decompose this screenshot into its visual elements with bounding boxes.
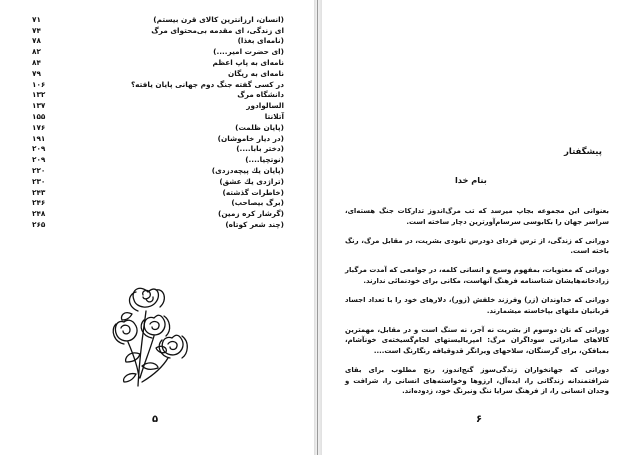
page-number-left: ۵ — [152, 414, 159, 425]
toc-entry — [32, 46, 284, 57]
toc-title: (نوتچیا....) — [245, 155, 284, 165]
toc-page-number: ۱۹۱ — [32, 133, 46, 143]
toc-page-number: ۲۶۵ — [32, 220, 46, 230]
toc-page-number: ۱۵۵ — [32, 112, 46, 122]
toc-entry — [32, 36, 284, 47]
toc-title: (چند شعر کوتاه) — [225, 220, 284, 230]
toc-title: (ای حضرت امیر....) — [213, 47, 284, 57]
toc-entry — [32, 25, 284, 36]
toc-entry — [32, 165, 284, 176]
toc-title: (گرشار کره زمین) — [217, 209, 284, 219]
toc-entry — [32, 14, 284, 25]
toc-title: (انسان، ارزانترین کالای قرن بیستم) — [153, 14, 284, 24]
paragraph: دورانی که زندگی، از ترس فردای ذودرس نابودی بشریت، در مقابل مرگ، رنگ باخته است. — [345, 236, 609, 256]
paragraph: دورانی که نان دوسوم از بشریت نه آجر، نه سنگ است و در مقابل، مهمترین کالاهای صادراتی سوداگران مرگ: امپریالیستهای لجام‌گسیخته‌ی خونآشام، بمبافکن، برای گرسنگان، سلاحهای ویرانگر قدوقیافه رنگارنگ است.... — [345, 325, 609, 355]
toc-entry — [32, 219, 284, 230]
toc-title: السالوادور — [246, 101, 284, 111]
toc-entry — [32, 111, 284, 122]
toc-title: (پایان ظلمت) — [235, 122, 284, 132]
toc-page-number: ۷۴ — [32, 25, 41, 35]
toc-entry — [32, 198, 284, 209]
toc-page-number: ۲۴۶ — [32, 198, 46, 208]
toc-page-number: ۱۷۶ — [32, 122, 46, 132]
toc-page-number: ۱۳۲ — [32, 90, 46, 100]
toc-page-number: ۷۱ — [32, 14, 41, 24]
toc-entry — [32, 90, 284, 101]
toc-page-number: ۲۳۰ — [32, 176, 46, 186]
toc-page-number: ۲۰۹ — [32, 155, 46, 165]
toc-entry — [32, 176, 284, 187]
toc-title: (برگ بیصاحب) — [231, 198, 284, 208]
toc-page-number: ۷۸ — [32, 36, 41, 46]
toc-page-number: ۱۰۶ — [32, 79, 46, 89]
foreword-body — [345, 206, 609, 405]
toc-entry — [32, 144, 284, 155]
toc-title: ای زندگی، ای مقدمه بی‌محتوای مرگ — [151, 25, 284, 35]
toc-entry — [32, 68, 284, 79]
toc-page-number: ۸۴ — [32, 58, 41, 68]
toc-entry — [32, 57, 284, 68]
toc-entry — [32, 79, 284, 90]
paragraph: دورانی که خداوندان (زر) وفرزند خلفش (زور)، دلارهای خود را با تعداد اجساد قربانیان ملتهای بپاخاسته میشمارند. — [345, 296, 609, 315]
toc-title: (در دیار خاموشان) — [217, 133, 284, 143]
toc-page-number: ۸۲ — [32, 47, 41, 57]
left-page — [0, 0, 314, 455]
toc-title: (پایان یك پیچه‌دزدی) — [211, 166, 284, 176]
page-number-right: ۶ — [476, 414, 483, 425]
gutter-edge-left — [317, 0, 318, 455]
book-gutter — [314, 0, 322, 455]
paragraph: دورانی که جهانخواران زندگی‌سوز گنج‌اندوز، رنج مطلوب برای بقای شرافتمندانه زندگانی را، ایده‌آل، ارزوها وخواسته‌های انسانی را، شرافت و وجدان انسانی را، از فرهنگ سرایا ننگ ونیرنگ خود، زدوده‌اند. — [345, 366, 609, 396]
toc-title: نامه‌ای به ریگان — [227, 68, 284, 78]
toc-page-number: ۲۴۳ — [32, 187, 46, 197]
toc-title: (خاطرات گذشته) — [222, 187, 284, 197]
toc-page-number: ۱۳۷ — [32, 101, 46, 111]
toc-title: در کسی گفته جنگ دوم جهانی پایان یافته؟ — [130, 79, 284, 89]
toc-page-number: ۲۲۰ — [32, 166, 46, 176]
toc-page-number: ۲۰۹ — [32, 144, 46, 154]
toc-title: (نامه‌ای بغذا) — [237, 36, 284, 46]
toc-page-number: ۲۴۸ — [32, 209, 46, 219]
toc-entry — [32, 208, 284, 219]
toc-title: (تراژدی یك عشق) — [219, 176, 284, 186]
toc-title: آتلانتا — [264, 112, 284, 122]
foreword-heading: پیشگفتار — [564, 147, 602, 157]
toc-title: نامه‌ای به پاپ اعظم — [212, 58, 284, 68]
toc-title: (دختر بابا....) — [236, 144, 284, 154]
bismillah-subheading: بنام خدا — [455, 175, 487, 185]
toc-entry — [32, 154, 284, 165]
toc-page-number: ۷۹ — [32, 68, 41, 78]
paragraph: بعنوانی این مجموعه بجاپ میرسد که تب مرگ‌اندوز تدارکات جنگ هسته‌ای، سراسر جهان را بکابوسی سرسام‌آورترین دچار ساخته است. — [345, 207, 609, 226]
toc-entry — [32, 122, 284, 133]
toc-title: دانشگاه مرگ — [237, 90, 284, 100]
rose-illustration-icon — [110, 278, 192, 394]
toc-entry — [32, 100, 284, 111]
toc-entry — [32, 133, 284, 144]
table-of-contents — [32, 14, 284, 230]
toc-entry — [32, 187, 284, 198]
paragraph: دورانی که معنویات، بمفهوم وسیع و انسانی کلمه، در جوامعی که آمدت مرگبار زرادخانه‌هایشان شناسنامه فرهنگ آنهاست، مکانی برای خودنمائی ندارند. — [345, 266, 609, 285]
